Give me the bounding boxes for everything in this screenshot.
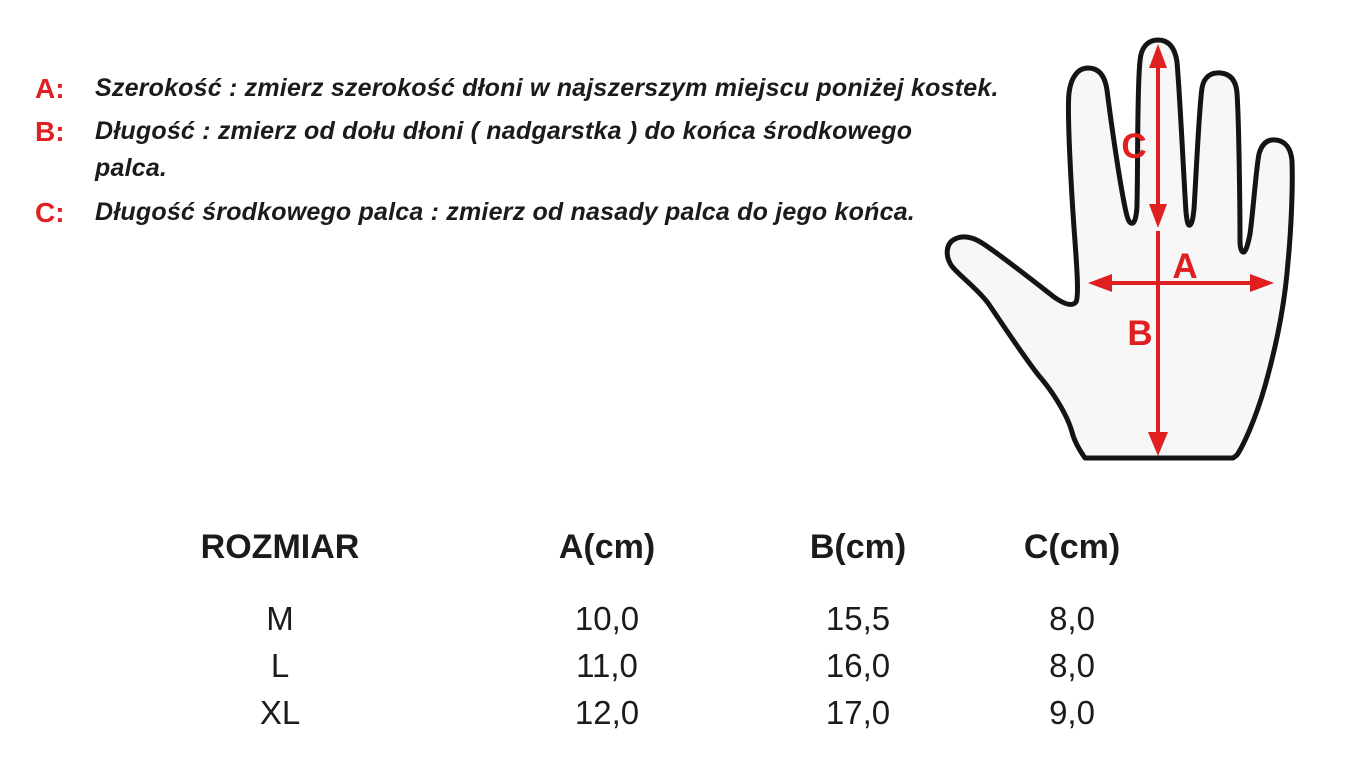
value-c: 9,0 (1049, 694, 1095, 731)
instruction-a-text (95, 70, 1015, 107)
size-label: M (266, 600, 294, 637)
value-b: 15,5 (825, 600, 891, 637)
value-a: 10,0 (574, 600, 640, 637)
table-row-m (130, 595, 1212, 642)
value-b: 17,0 (825, 694, 891, 731)
header-c-cm: C(cm) (1023, 528, 1121, 566)
instruction-a-key: A: (35, 73, 65, 104)
instruction-c-line-1: Długość środkowego palca : zmierz od nasady palca do jego końca. (95, 198, 915, 226)
instruction-c-text (95, 194, 1015, 231)
instruction-b-text (95, 113, 1015, 187)
hand-measurement-diagram (930, 0, 1330, 480)
size-table-header-row (130, 524, 1212, 570)
table-row-xl (130, 689, 1212, 736)
instruction-b-line-2: palca. (95, 154, 168, 182)
value-b: 16,0 (825, 647, 891, 684)
value-a: 11,0 (576, 647, 638, 684)
table-row-l (130, 642, 1212, 689)
value-c: 8,0 (1049, 600, 1095, 637)
instruction-b-key: B: (35, 116, 65, 147)
hand-outline-drawing (947, 40, 1292, 458)
instruction-b-line-1: Długość : zmierz od dołu dłoni ( nadgarstka ) do końca środkowego (95, 117, 913, 145)
diagram-label-b: B (1127, 314, 1153, 353)
header-b-cm: B(cm) (809, 528, 907, 566)
instruction-a-line-1: Szerokość : zmierz szerokość dłoni w najszerszym miejscu poniżej kostek. (95, 74, 999, 102)
diagram-label-a: A (1172, 247, 1198, 286)
header-a-cm: A(cm) (558, 528, 656, 566)
instruction-c-key: C: (35, 197, 65, 228)
size-table-body (130, 595, 1212, 736)
value-a: 12,0 (574, 694, 640, 731)
size-label: L (270, 647, 290, 684)
diagram-label-c: C (1121, 127, 1147, 166)
size-table (130, 524, 1212, 736)
header-rozmiar: ROZMIAR (200, 528, 360, 566)
value-c: 8,0 (1049, 647, 1095, 684)
size-label: XL (259, 694, 301, 731)
